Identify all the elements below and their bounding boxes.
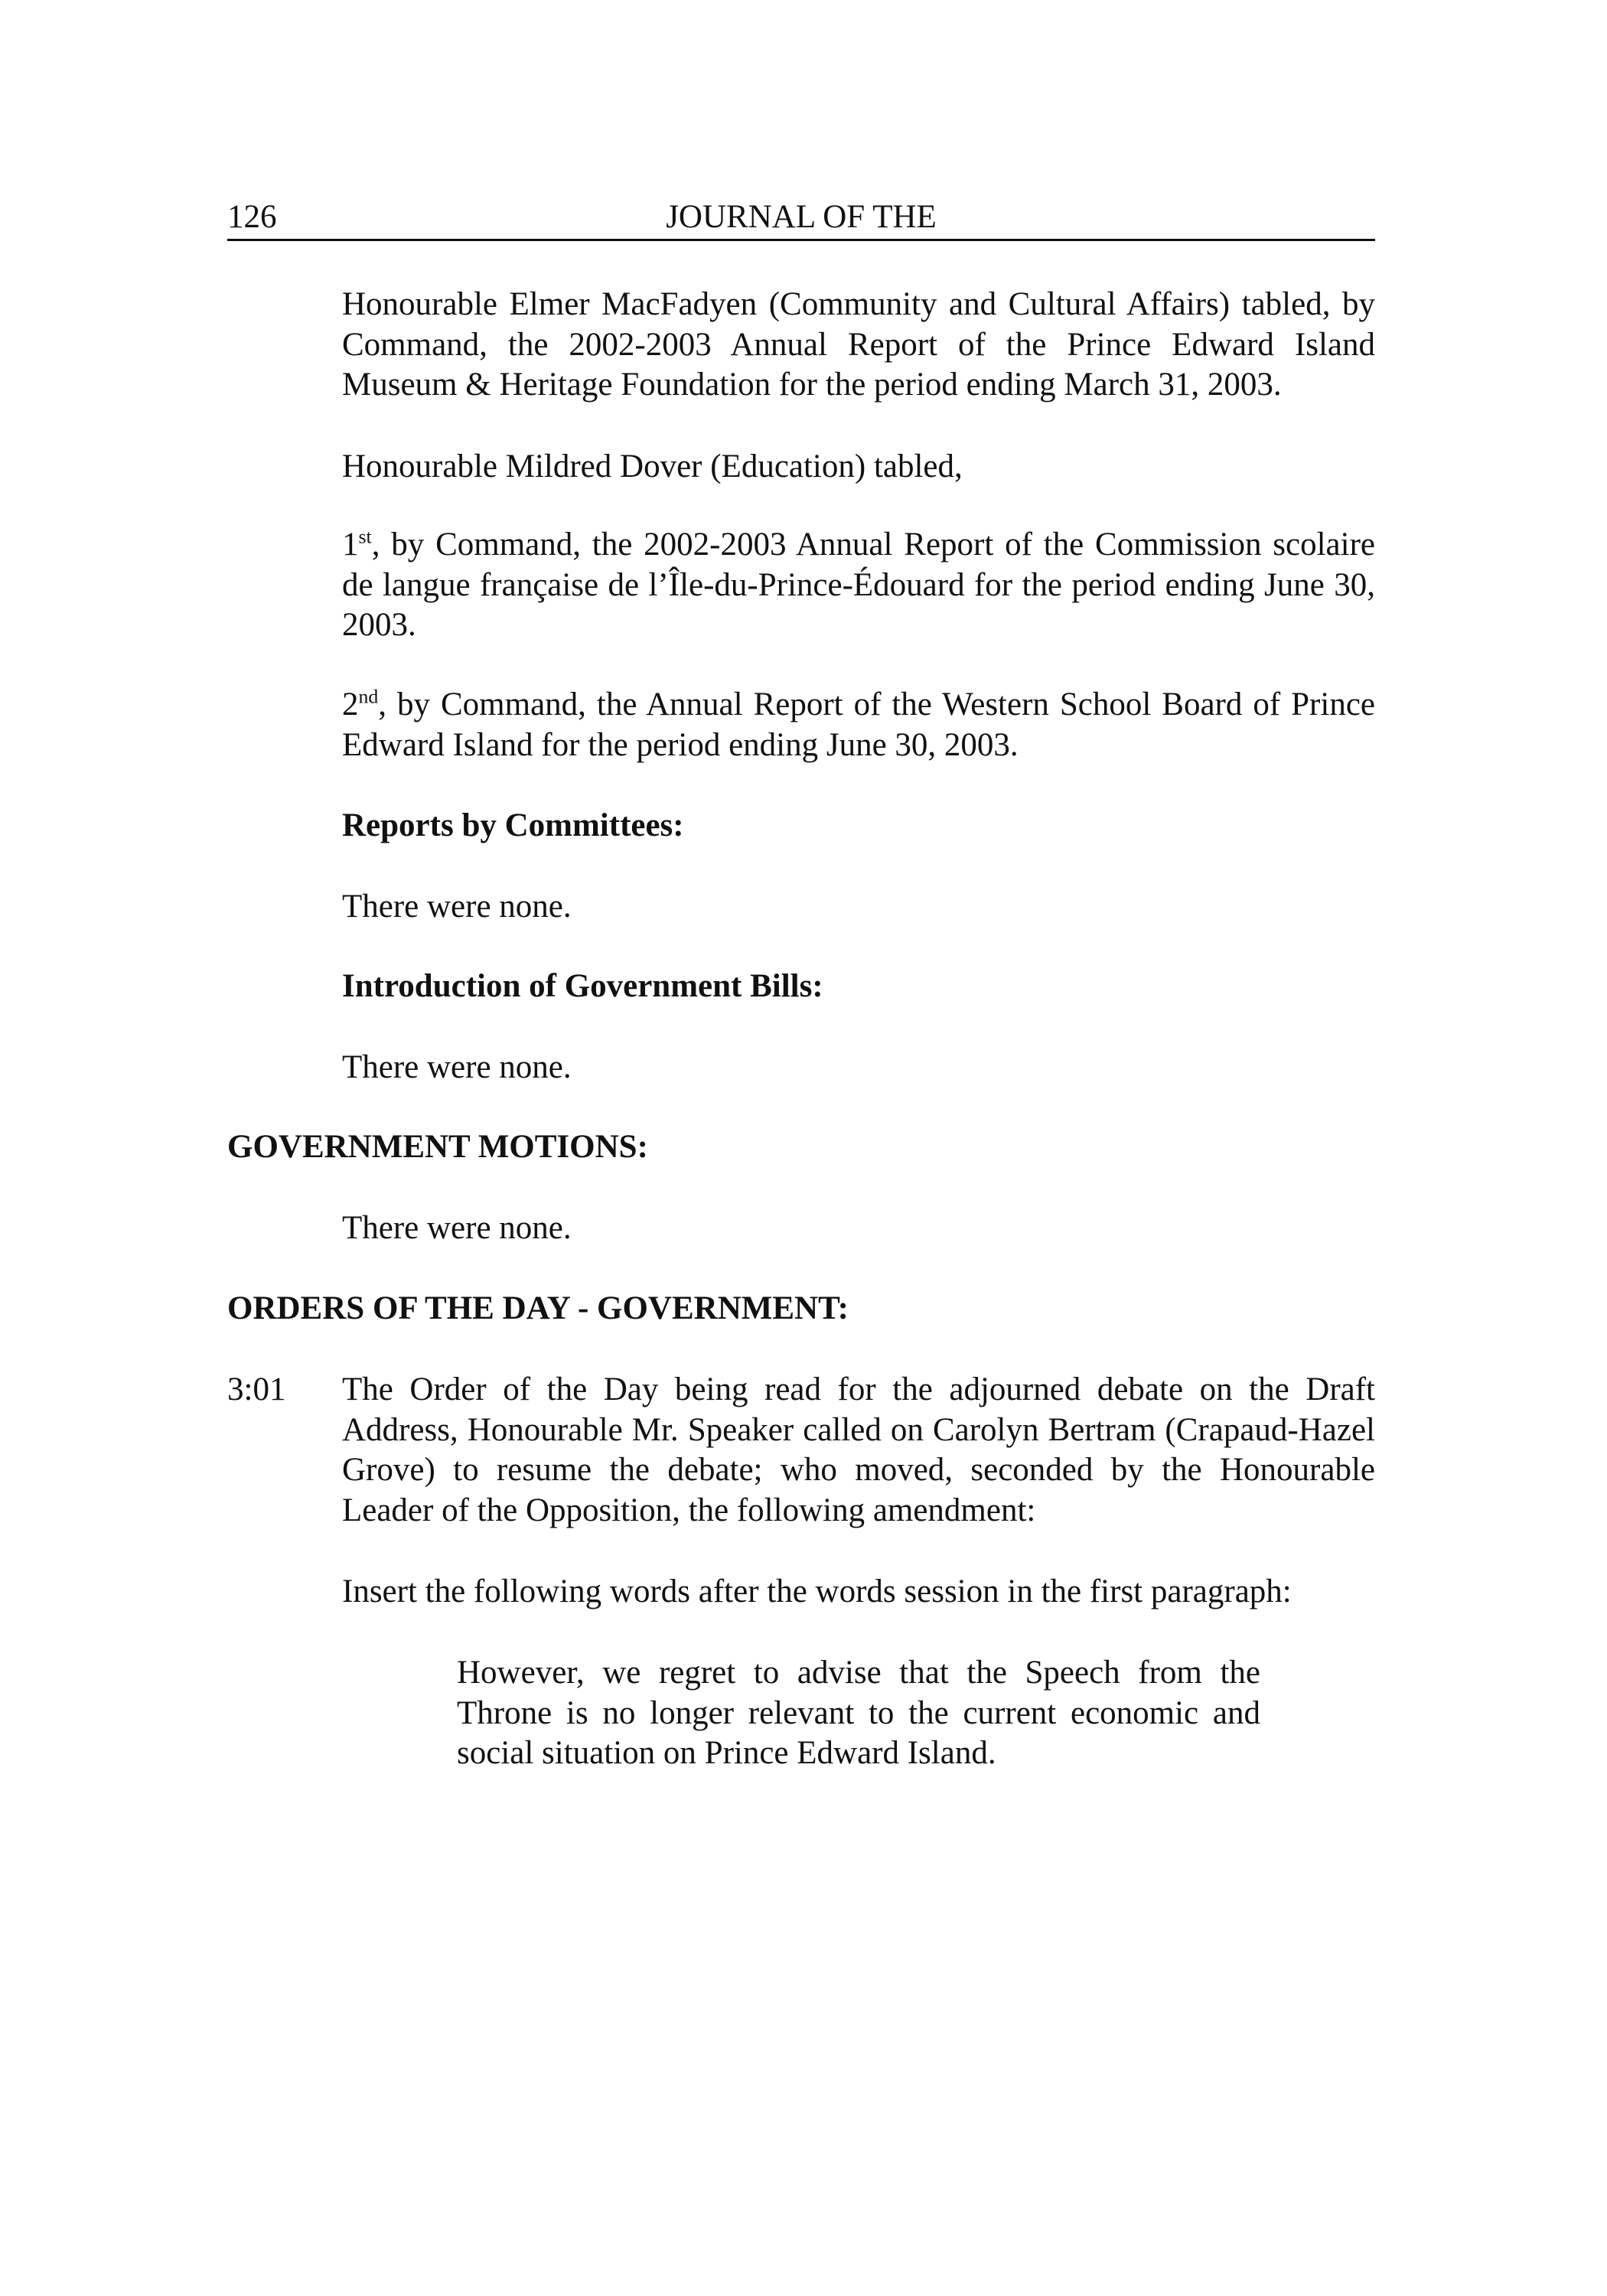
bills-heading: Introduction of Government Bills: <box>342 968 823 1004</box>
ordinal-suffix: nd <box>358 685 379 708</box>
running-header <box>227 196 1375 241</box>
orders-of-the-day-heading: ORDERS OF THE DAY - GOVERNMENT: <box>227 1290 849 1326</box>
tabling-item-text: , by Command, the 2002-2003 Annual Report of the Commission scolaire de langue française de l’Île-du-Prince-Édouard for the period ending June 30, 2003. <box>342 527 1375 643</box>
time-label: 3:01 <box>227 1371 286 1407</box>
tabling-paragraph-dover: Honourable Mildred Dover (Education) tabled, <box>342 448 963 484</box>
tabling-item-first <box>342 525 1375 646</box>
journal-title: JOURNAL OF THE <box>666 199 937 235</box>
tabling-item-second <box>342 685 1375 765</box>
amendment-quote: However, we regret to advise that the Speech from the Throne is no longer relevant to the current economic and social situation on Prince Edward Island. <box>457 1655 1260 1771</box>
bills-text: There were none. <box>342 1049 572 1085</box>
ordinal-suffix: st <box>358 525 372 548</box>
insert-instruction: Insert the following words after the words session in the first paragraph: <box>342 1574 1292 1609</box>
ordinal-number: 1 <box>342 527 359 563</box>
ordinal-number: 2 <box>342 687 359 722</box>
reports-heading: Reports by Committees: <box>342 807 684 843</box>
page-number: 126 <box>227 199 277 235</box>
government-motions-text: There were none. <box>342 1210 572 1246</box>
government-motions-heading: GOVERNMENT MOTIONS: <box>227 1129 648 1165</box>
tabling-paragraph-macfadyen: Honourable Elmer MacFadyen (Community and Cultural Affairs) tabled, by Command, the 2002-2003 Annual Report of the Prince Edward Island Museum & Heritage Foundation for the period ending March 31, 2003. <box>342 286 1375 403</box>
orders-paragraph: The Order of the Day being read for the adjourned debate on the Draft Address, Honourable Mr. Speaker called on Carolyn Bertram (Crapaud-Hazel Grove) to resume the debate; who moved, seconded by the Honourable Leader of the Opposition, the following amendment: <box>342 1371 1375 1528</box>
tabling-item-text: , by Command, the Annual Report of the Western School Board of Prince Edward Island for the period ending June 30, 2003. <box>342 687 1375 763</box>
reports-text: There were none. <box>342 889 572 925</box>
